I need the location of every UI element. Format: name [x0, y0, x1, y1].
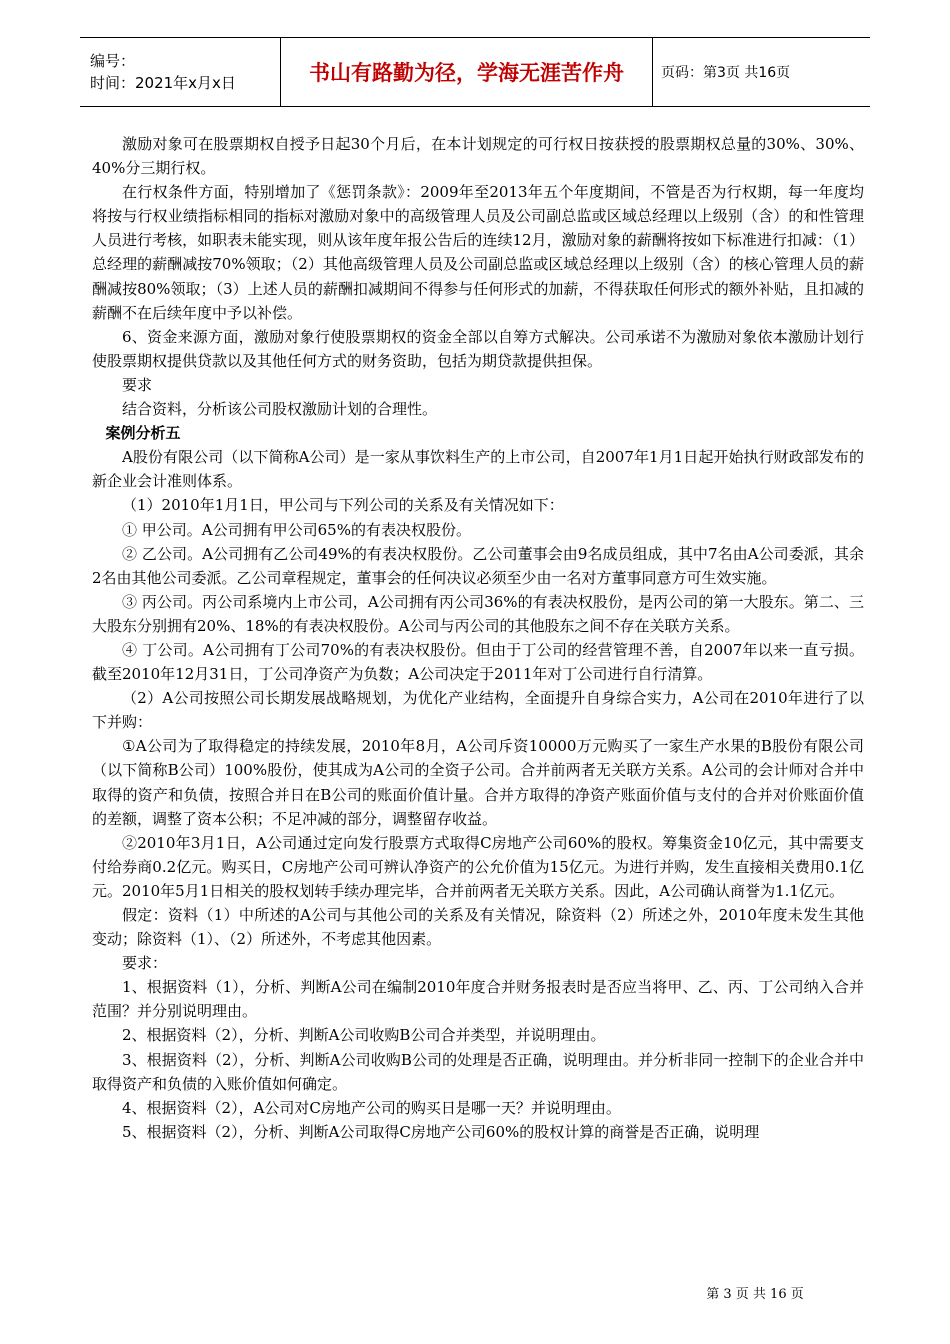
motto-text: 书山有路勤为径，学海无涯苦作舟: [309, 61, 624, 85]
paragraph: 5、根据资料（2），分析、判断A公司取得C房地产公司60%的股权计算的商誉是否正确，说明理: [122, 1122, 760, 1141]
date-label: 时间：2021年x月x日: [90, 74, 236, 92]
paragraph: 6、资金来源方面，激励对象行使股票期权的资金全部以自筹方式解决。公司承诺不为激励对象依本激励计划行使股票期权提供贷款以及其他任何方式的财务资助，包括为期贷款提供担保。: [92, 327, 864, 370]
footer-page-number: 第 3 页 共 16 页: [706, 1287, 804, 1302]
paragraph: （1）2010年1月1日，甲公司与下列公司的关系及有关情况如下：: [122, 496, 564, 515]
paragraph: 激励对象可在股票期权自授予日起30个月后，在本计划规定的可行权日按获授的股票期权总量的30%、30%、40%分三期行权。: [92, 135, 864, 178]
paragraph: 假定：资料（1）中所述的A公司与其他公司的关系及有关情况，除资料（2）所述之外，2010年度未发生其他变动；除资料（1）、（2）所述外，不考虑其他因素。: [92, 906, 864, 949]
header-motto: [281, 38, 653, 106]
paragraph: 3、根据资料（2），分析、判断A公司收购B公司的处理是否正确，说明理由。并分析非同一控制下的企业合并中取得资产和负债的入账价值如何确定。: [92, 1050, 864, 1093]
paragraph: ①A公司为了取得稳定的持续发展，2010年8月，A公司斥资10000万元购买了一家生产水果的B股份有限公司（以下简称B公司）100%股份，使其成为A公司的全资子公司。合并前两者无关联方关系。A公司的会计师对合并中取得的资产和负债，按照合并日在B公司的账面价值计量。合并方取得的净资产账面价值与支付的合并对价账面价值的差额，调整了资本公积；不足冲减的部分，调整留存收益。: [92, 737, 864, 828]
paragraph: 要求：: [122, 954, 168, 973]
page-info-text: 页码：第3页 共16页: [661, 65, 791, 81]
paragraph: 4、根据资料（2），A公司对C房地产公司的购买日是哪一天？并说明理由。: [122, 1098, 621, 1117]
header-page-info: [653, 38, 870, 106]
paragraph: ③ 丙公司。丙公司系境内上市公司，A公司拥有丙公司36%的有表决权股份，是丙公司的第一大股东。第二、三大股东分别拥有20%、18%的有表决权股份。A公司与丙公司的其他股东之间不存在关联方关系。: [92, 592, 864, 635]
paragraph: ① 甲公司。A公司拥有甲公司65%的有表决权股份。: [122, 520, 471, 539]
code-label: 编号：: [90, 52, 136, 70]
paragraph: ② 乙公司。A公司拥有乙公司49%的有表决权股份。乙公司董事会由9名成员组成，其中7名由A公司委派，其余2名由其他公司委派。乙公司章程规定，董事会的任何决议必须至少由一名对方董事同意方可生效实施。: [92, 544, 864, 587]
paragraph: 要求: [122, 375, 153, 394]
section-title: 案例分析五: [105, 424, 181, 443]
paragraph: （2）A公司按照公司长期发展战略规划，为优化产业结构，全面提升自身综合实力，A公司在2010年进行了以下并购：: [92, 689, 864, 732]
document-body: [92, 132, 864, 1144]
page-header: [80, 37, 870, 107]
paragraph: 1、根据资料（1），分析、判断A公司在编制2010年度合并财务报表时是否应当将甲、乙、丙、丁公司纳入合并范围？并分别说明理由。: [92, 978, 864, 1021]
header-meta: [80, 38, 281, 106]
page-footer: [0, 1283, 950, 1302]
paragraph: 结合资料，分析该公司股权激励计划的合理性。: [122, 400, 438, 419]
paragraph: ②2010年3月1日，A公司通过定向发行股票方式取得C房地产公司60%的股权。筹集资金10亿元，其中需要支付给券商0.2亿元。购买日，C房地产公司可辨认净资产的公允价值为15亿元。为进行并购，发生直接相关费用0.1亿元。2010年5月1日相关的股权划转手续办理完毕，合并前两者无关联方关系。因此，A公司确认商誉为1.1亿元。: [92, 833, 864, 900]
paragraph: A股份有限公司（以下简称A公司）是一家从事饮料生产的上市公司，自2007年1月1日起开始执行财政部发布的新企业会计准则体系。: [92, 448, 864, 491]
paragraph: 在行权条件方面，特别增加了《惩罚条款》：2009年至2013年五个年度期间，不管是否为行权期，每一年度均将按与行权业绩指标相同的指标对激励对象中的高级管理人员及公司副总监或区域总经理以上级别（含）的和性管理人员进行考核，如职表未能实现，则从该年度年报公告后的连续12月，激励对象的薪酬将按如下标准进行扣减：（1）总经理的薪酬减按70%领取；（2）其他高级管理人员及公司副总监或区域总经理以上级别（含）的核心管理人员的薪酬减按80%领取；（3）上述人员的薪酬扣减期间不得参与任何形式的加薪，不得获取任何形式的额外补贴，且扣减的薪酬不在后续年度中予以补偿。: [92, 183, 864, 322]
paragraph: ④ 丁公司。A公司拥有丁公司70%的有表决权股份。但由于丁公司的经营管理不善，自2007年以来一直亏损。截至2010年12月31日，丁公司净资产为负数；A公司决定于2011年对丁公司进行自行清算。: [92, 640, 864, 684]
paragraph: 2、根据资料（2），分析、判断A公司收购B公司合并类型，并说明理由。: [122, 1026, 606, 1045]
